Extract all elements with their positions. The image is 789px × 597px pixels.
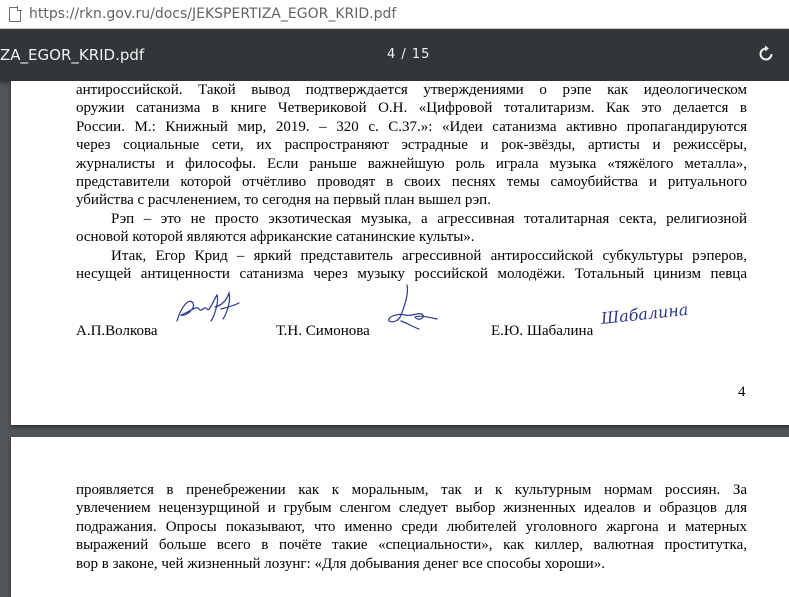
page-4-body bbox=[76, 81, 747, 283]
pdf-page-5 bbox=[11, 437, 789, 597]
page-number: 4 bbox=[738, 384, 746, 400]
text-line: Рэп – это не просто экзотическая музыка, а агрессивная тоталитарная секта, религиозной bbox=[111, 210, 747, 227]
rotate-icon[interactable] bbox=[757, 45, 775, 63]
address-bar[interactable] bbox=[0, 0, 789, 29]
signer-volkova: А.П.Волкова bbox=[76, 323, 158, 339]
text-line: вор в законе, чей жизненный лозунг: «Для добывания денег все способы хороши». bbox=[76, 555, 605, 572]
text-line: через социальные сети, их распространяют эстрадные и рок-звёзды, артисты и режиссёры, bbox=[76, 137, 747, 154]
document-title: ZA_EGOR_KRID.pdf bbox=[0, 46, 145, 64]
url-host: https://rkn.gov.ru bbox=[29, 6, 151, 22]
text-line: выражений больше всего в почёте такие «специальности», как киллер, валютная проститутка, bbox=[76, 537, 747, 554]
text-line: журналисты и философы. Если раньше важнейшую роль играла музыка «тяжёлого металла», bbox=[76, 155, 747, 172]
text-line: увлечением нецензурщиной и грубым сленгом следует выбор жизненных идеалов и образцов для bbox=[76, 500, 747, 517]
text-line: подражания. Опросы показывают, что именно среди любителей уголовного жаргона и матерных bbox=[76, 518, 747, 535]
text-line: антироссийской. Такой вывод подтверждается утверждениями о рэпе как идеологическом bbox=[76, 82, 747, 98]
text-line: несущей антиценности сатанизма через музыку российской молодёжи. Тотальный цинизм певца bbox=[76, 266, 747, 283]
text-line: России. М.: Книжный мир, 2019. – 320 с. С.37.»: «Идеи сатанизма активно пропагандируются bbox=[76, 118, 747, 135]
page-counter[interactable]: 4 / 15 bbox=[387, 47, 431, 62]
pdf-toolbar bbox=[0, 29, 789, 81]
signature-volkova bbox=[171, 287, 243, 331]
text-line: основой которой являются африканские сатанинские культы». bbox=[76, 229, 475, 246]
url-path: /docs/JEKSPERTIZA_EGOR_KRID.pdf bbox=[150, 6, 397, 22]
text-line: представители которой отчётливо проводят в своих песнях темы самоубийства и ритуального bbox=[76, 174, 747, 191]
page-5-body bbox=[76, 481, 747, 573]
text-line: убийства с расчленением, то сегодня на первый план вышел рэп. bbox=[76, 192, 491, 209]
text-line: оружии сатанизма в книге Четвериковой О.Н. «Цифровой тоталитаризм. Как это делается в bbox=[76, 100, 747, 117]
text-line: Итак, Егор Крид – яркий представитель агрессивной антироссийской субкультуры рэперов, bbox=[111, 247, 747, 264]
signature-simonova bbox=[379, 281, 449, 333]
signer-simonova: Т.Н. Симонова bbox=[276, 323, 370, 339]
text-line: проявляется в пренебрежении как к моральным, так и к культурным нормам россиян. За bbox=[76, 482, 747, 498]
signer-shabalina: Е.Ю. Шабалина bbox=[491, 323, 594, 339]
document-icon bbox=[9, 7, 21, 22]
signature-shabalina: Шабалина bbox=[600, 299, 690, 328]
pdf-page-4 bbox=[11, 81, 789, 425]
